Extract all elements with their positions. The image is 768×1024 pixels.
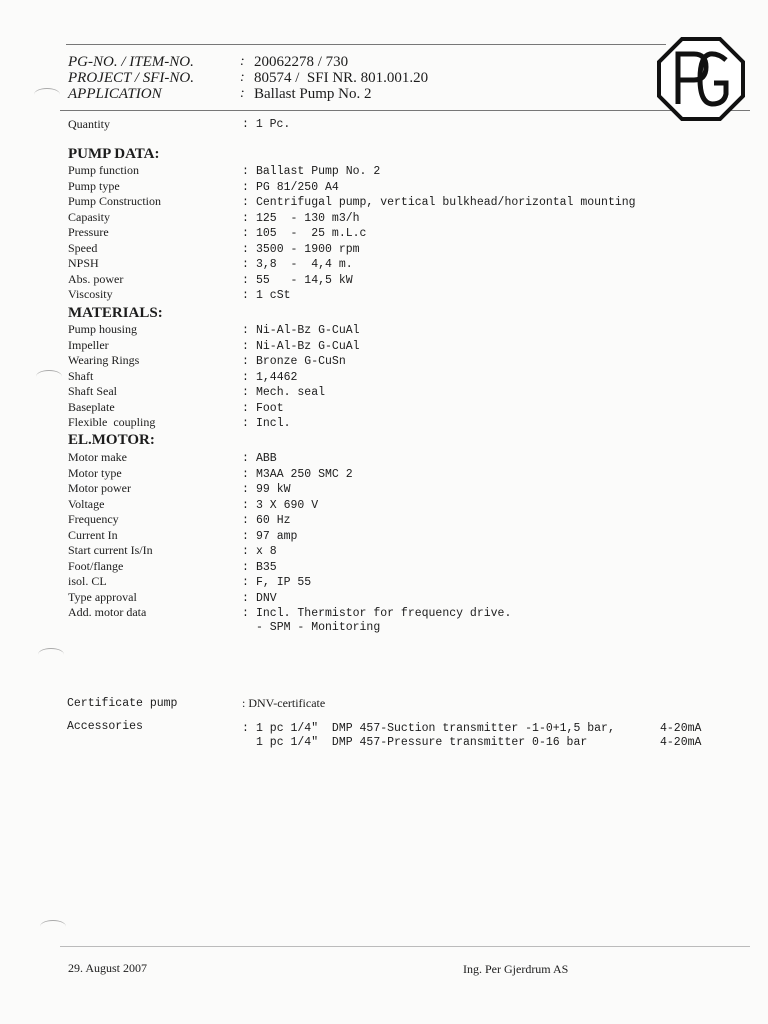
el-motor-row-value: M3AA 250 SMC 2 [256, 467, 353, 481]
el-motor-row-colon: : [242, 483, 249, 496]
punch-hole-mark [38, 648, 64, 661]
el-motor-row-colon: : [242, 591, 249, 605]
pump-data-row-colon: : [242, 258, 249, 271]
materials-row-label: Pump housing [68, 322, 138, 336]
accessories-line-2: 1 pc 1/4" DMP 457-Pressure transmitter 0-16 bar [256, 736, 588, 749]
punch-hole-mark [36, 370, 62, 383]
el-motor-row-label: Foot/flange [68, 558, 124, 573]
materials-row-label: Shaft Seal [68, 384, 117, 398]
quantity-value-text: 1 Pc. [255, 118, 291, 131]
certificate-label: Certificate pump [67, 697, 178, 710]
header-colon: : [240, 86, 245, 101]
header-colon: : [240, 54, 245, 69]
el-motor-row-value: DNV [256, 591, 277, 605]
pump-data-row-label: Viscosity [68, 287, 113, 301]
quantity-label: Quantity [68, 117, 110, 131]
accessories-line-1-signal: 4-20mA [660, 722, 702, 735]
el-motor-row-label: isol. CL [68, 574, 107, 588]
materials-row-value: Bronze G-CuSn [256, 355, 346, 368]
el-motor-row-label: Motor make [68, 450, 127, 464]
el-motor-row-label: Motor type [68, 465, 122, 480]
el-motor-row-value: 60 Hz [256, 514, 291, 527]
el-motor-row-colon: : [242, 529, 249, 543]
materials-row-value: Mech. seal [256, 386, 326, 399]
accessories-line-2-signal: 4-20mA [660, 736, 702, 749]
header-top-rule [66, 44, 666, 45]
materials-row-colon: : [242, 339, 249, 353]
pump-data-row-label: Capasity [68, 209, 110, 224]
footer-company: Ing. Per Gjerdrum AS [463, 962, 569, 976]
materials-row-label: Impeller [68, 337, 109, 352]
certificate-value: : DNV-certificate [242, 696, 326, 710]
pg-octagon-logo [656, 36, 746, 122]
accessories-colon: : [242, 722, 249, 735]
punch-hole-mark [34, 88, 60, 101]
el-motor-row-value-continued: - SPM - Monitoring [256, 621, 381, 634]
pump-data-row-label: Pump Construction [68, 194, 162, 208]
el-motor-row-value: x 8 [256, 545, 277, 558]
materials-row-value: Incl. [256, 417, 291, 430]
el-motor-row-value: 97 amp [256, 529, 298, 543]
pump-data-row-value: 105 - 25 m.L.c [256, 227, 367, 240]
accessories-label: Accessories [67, 720, 143, 733]
pump-data-row-label: Pump function [68, 163, 139, 177]
el-motor-row-label: Voltage [68, 496, 105, 511]
el-motor-row-label: Type approval [68, 589, 137, 604]
pump-data-row-colon: : [242, 196, 249, 209]
el-motor-row-colon: : [242, 514, 249, 527]
pump-data-row-colon: : [242, 211, 249, 225]
materials-row-value: Ni-Al-Bz G-CuAl [256, 339, 360, 353]
header-bottom-rule [60, 110, 750, 111]
pump-data-row-value: 125 - 130 m3/h [256, 211, 360, 225]
el-motor-row-colon: : [242, 452, 249, 465]
el-motor-row-label: Motor power [68, 481, 131, 495]
materials-row-colon: : [242, 370, 249, 384]
accessories-line-1: 1 pc 1/4" DMP 457-Suction transmitter -1-0+1,5 bar, [256, 722, 615, 735]
pump-data-row-value: 3,8 - 4,4 m. [256, 258, 353, 271]
pump-data-row-value: 55 - 14,5 kW [256, 273, 353, 287]
footer-date: 29. August 2007 [68, 961, 148, 975]
el-motor-row-value: F, IP 55 [256, 576, 312, 589]
el-motor-row-colon: : [242, 576, 249, 589]
el-motor-row-value: ABB [256, 452, 277, 465]
materials-row-label: Shaft [68, 368, 94, 383]
materials-row-label: Flexible coupling [68, 415, 156, 429]
el-motor-row-label: Add. motor data [68, 605, 147, 619]
header-value-pg-no: 20062278 / 730 [254, 54, 349, 70]
pump-data-row-colon: : [242, 165, 249, 178]
el-motor-row-value: B35 [256, 560, 277, 574]
el-motor-row-label: Frequency [68, 512, 119, 526]
pump-data-row-colon: : [242, 242, 249, 256]
pump-data-section-title: PUMP DATA: [68, 146, 160, 162]
el-motor-row-colon: : [242, 560, 249, 574]
el-motor-row-colon: : [242, 498, 249, 512]
materials-row-colon: : [242, 417, 249, 430]
el-motor-row-value: Incl. Thermistor for frequency drive. [256, 607, 512, 620]
pump-data-row-label: Pressure [68, 225, 109, 239]
quantity-value: : 1 Pc. [242, 118, 291, 131]
footer-rule [60, 946, 750, 947]
materials-row-label: Baseplate [68, 399, 115, 414]
materials-row-value: Ni-Al-Bz G-CuAl [256, 324, 360, 337]
pump-data-row-colon: : [242, 227, 249, 240]
pump-data-row-label: NPSH [68, 256, 99, 270]
header-value-project: 80574 / SFI NR. 801.001.20 [254, 70, 429, 86]
pump-data-row-value: 1 cSt [256, 289, 291, 302]
pump-data-row-label: Abs. power [68, 271, 124, 286]
materials-row-label: Wearing Rings [68, 353, 140, 367]
pump-data-row-label: Pump type [68, 178, 120, 193]
materials-row-colon: : [242, 401, 249, 415]
el-motor-row-label: Start current Is/In [68, 543, 153, 557]
el-motor-row-colon: : [242, 545, 249, 558]
el-motor-row-colon: : [242, 467, 249, 481]
pump-data-row-label: Speed [68, 240, 98, 255]
materials-row-value: Foot [256, 401, 284, 415]
punch-hole-mark [40, 920, 66, 933]
materials-row-colon: : [242, 386, 249, 399]
pump-data-row-value: PG 81/250 A4 [256, 180, 339, 194]
materials-section-title: MATERIALS: [68, 305, 163, 321]
header-label-project: PROJECT / SFI-NO. [68, 70, 194, 86]
materials-row-colon: : [242, 355, 249, 368]
el-motor-row-label: Current In [68, 527, 118, 542]
pump-data-row-value: Ballast Pump No. 2 [256, 165, 381, 178]
header-label-application: APPLICATION [68, 86, 162, 102]
pump-data-row-value: 3500 - 1900 rpm [256, 242, 360, 256]
materials-row-value: 1,4462 [256, 370, 298, 384]
header-label-pg-no: PG-NO. / ITEM-NO. [68, 54, 194, 70]
pump-data-row-colon: : [242, 180, 249, 194]
el-motor-row-colon: : [242, 607, 249, 620]
header-value-application: Ballast Pump No. 2 [254, 86, 372, 102]
el-motor-section-title: EL.MOTOR: [68, 432, 155, 448]
el-motor-row-value: 3 X 690 V [256, 498, 319, 512]
pump-data-row-value: Centrifugal pump, vertical bulkhead/horizontal mounting [256, 196, 636, 209]
pump-data-row-colon: : [242, 289, 249, 302]
header-colon: : [240, 70, 245, 85]
el-motor-row-value: 99 kW [256, 483, 291, 496]
materials-row-colon: : [242, 324, 249, 337]
pump-data-row-colon: : [242, 273, 249, 287]
certificate-value-text: DNV-certificate [248, 696, 326, 710]
